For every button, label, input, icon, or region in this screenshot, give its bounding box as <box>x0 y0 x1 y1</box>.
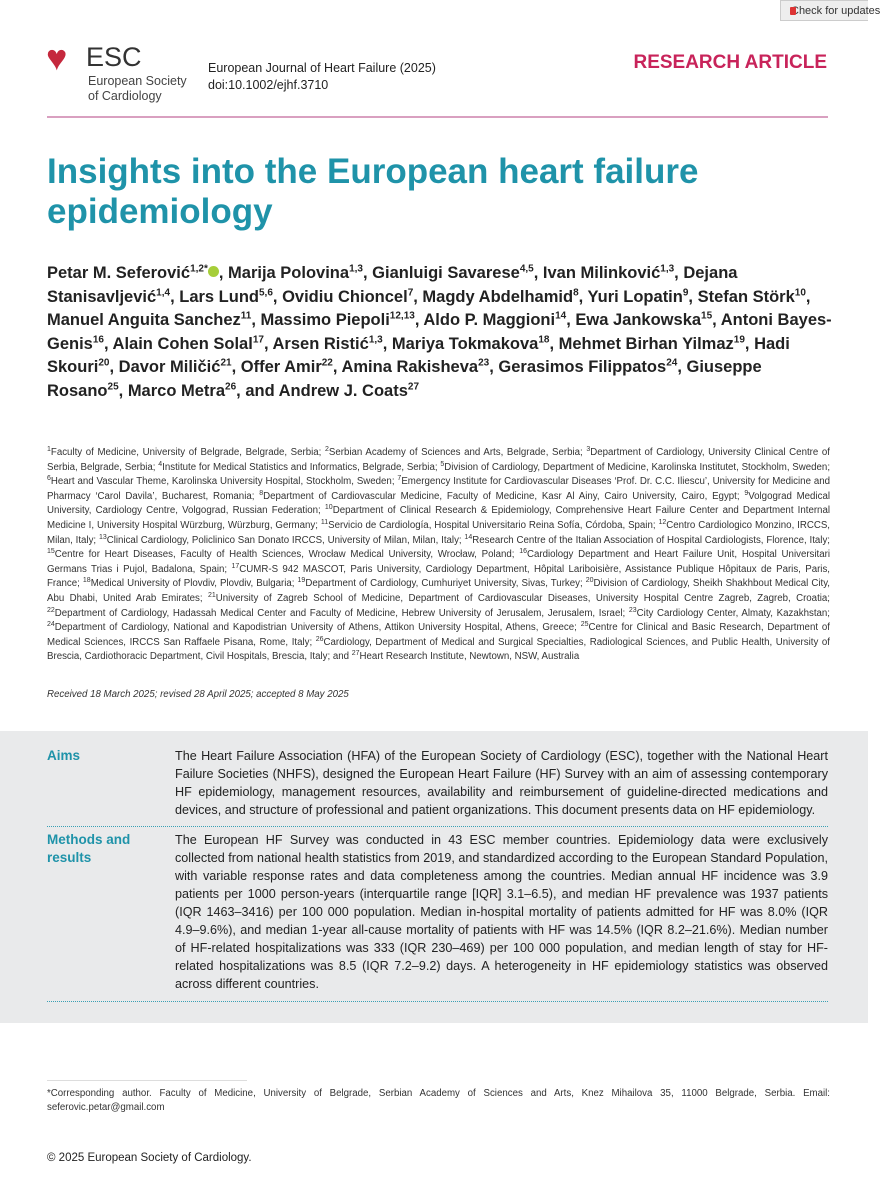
author-affiliation-sup: 8 <box>573 287 579 298</box>
affiliation-number: 19 <box>297 577 306 585</box>
affiliation-number: 9 <box>744 489 749 497</box>
affiliation: Clinical Cardiology, Policlinico San Donato IRCCS, University of Milan, Milan, Italy; <box>106 534 465 546</box>
affiliation-number: 8 <box>259 489 264 497</box>
author-affiliation-sup: 1,3 <box>660 263 675 275</box>
author-affiliation-sup: 16 <box>92 334 104 345</box>
author[interactable]: Alain Cohen Solal <box>112 334 253 353</box>
affiliation: Centre for Heart Diseases, Faculty of Health Sciences, Wrocław Medical University, Wrocław, Poland; <box>54 549 520 561</box>
author-affiliation-sup: 12,13 <box>389 310 415 322</box>
heart-logo-icon: ♥ <box>46 37 68 78</box>
affiliation-number: 17 <box>231 562 240 570</box>
affiliation: Institute for Medical Statistics and Informatics, Belgrade, Serbia; <box>162 461 441 473</box>
affiliation: Faculty of Medicine, University of Belgrade, Belgrade, Serbia; <box>50 447 326 458</box>
affiliation: Cardiology, Department of Medical and Surgical Specialties, Radiological Sciences, and Public Health, University of Brescia, Cardiothoracic Department, Civil Hospitals, Brescia, Italy; and <box>47 636 830 663</box>
aims-label: Aims <box>47 748 81 763</box>
affiliation-number: 10 <box>324 504 333 512</box>
logo-line2: of Cardiology <box>88 89 162 103</box>
affiliation-number: 7 <box>397 474 402 482</box>
aims-text: The Heart Failure Association (HFA) of the European Society of Cardiology (ESC), together with the National Heart Failure Societies (NHFS), designed the European Heart Failure (HF) Survey with an aim of assessing contemporary HF epidemiology, management resources, availability and reimbursement of guideline-directed medications and devices, and structure of professional and patient organizations. This document presents data on HF epidemiology. <box>175 749 828 817</box>
author-affiliation-sup: 9 <box>682 287 689 298</box>
author[interactable]: Massimo Piepoli <box>260 311 390 329</box>
author-affiliation-sup: 23 <box>478 357 490 369</box>
affiliation: Department of Cardiology, Cumhuriyet University, Sivas, Turkey; <box>305 578 586 590</box>
author[interactable]: Marco Metra <box>127 381 226 400</box>
author[interactable]: Offer Amir <box>240 358 322 376</box>
affiliation-number: 23 <box>628 606 637 614</box>
author[interactable]: Davor Miličić <box>118 358 221 376</box>
affiliation-number: 27 <box>351 650 360 658</box>
author[interactable]: Yuri Lopatin <box>587 287 683 306</box>
affiliation-number: 21 <box>207 591 216 599</box>
author-affiliation-sup: 1,2* <box>190 263 208 275</box>
affiliation: Serbian Academy of Sciences and Arts, Belgrade, Serbia; <box>328 447 587 458</box>
author-affiliation-sup: 10 <box>794 287 806 298</box>
author[interactable]: Aldo P. Maggioni <box>423 311 556 329</box>
author-affiliation-sup: 27 <box>407 381 420 392</box>
author-affiliation-sup: 4,5 <box>519 263 534 275</box>
author[interactable]: Stefan Störk <box>697 287 795 306</box>
methods-text: The European HF Survey was conducted in 43 ESC member countries. Epidemiology data were exclusively collected from national health statistics from 2019, and standardized according to the European Standard Population, with variable response rates and data completeness among the countries. Median annual HF incidence was 3.9 patients per 1000 person-years (interquartile range [IQR] 3.1–6.5), and median HF prevalence was 1937 patients (IQR 1463–3416) per 100 000 population. Median in-hospital mortality of patients admitted for HF was 8.0% (IQR 4.9–9.6%), and median 1-year all-cause mortality of patients with HF was 14.5% (IQR 8.2–21.6%). Median number of HF-related hospitalizations was 333 (IQR 230–469) per 100 000 population, and median length of stay for HF-related hospitalizations was 8.5 (IQR 7.2–9.2) days. A heterogeneity in HF epidemiology statistics was observed across different countries. <box>175 833 828 991</box>
affiliation: City Cardiology Center, Almaty, Kazakhstan; <box>636 607 830 619</box>
author-affiliation-sup: 11 <box>240 310 252 322</box>
affiliation: Department of Cardiology, University Clinical Centre of Serbia, Belgrade, Serbia; <box>47 447 830 473</box>
affiliation-number: 14 <box>464 533 473 541</box>
author[interactable]: Hadi Skouri <box>47 334 790 376</box>
affiliation-number: 26 <box>315 635 324 643</box>
affiliation: Centro Cardiologico Monzino, IRCCS, Milan, Italy; <box>47 519 830 546</box>
author-affiliation-sup: 26 <box>225 381 237 392</box>
author-affiliation-sup: 1,4 <box>156 287 171 298</box>
affiliation-number: 5 <box>440 460 445 468</box>
section-divider <box>47 1001 828 1002</box>
author[interactable]: Giuseppe Rosano <box>47 358 762 400</box>
abstract-box <box>0 731 868 1023</box>
affiliation: Cardiology Department and Heart Failure Unit, Hospital Universitari Germans Trias i Pujol, Badalona, Spain; <box>47 549 831 575</box>
author-affiliation-sup: 17 <box>252 334 264 345</box>
author[interactable]: Ewa Jankowska <box>575 311 702 329</box>
affiliation-number: 24 <box>47 620 55 628</box>
affiliation-number: 11 <box>320 518 329 526</box>
copyright: © 2025 European Society of Cardiology. <box>47 1152 252 1164</box>
author[interactable]: Petar M. Seferović <box>47 264 191 282</box>
doi[interactable]: doi:10.1002/ejhf.3710 <box>208 78 329 92</box>
author[interactable]: Andrew J. Coats <box>278 381 408 400</box>
affiliation-number: 2 <box>325 445 329 453</box>
author[interactable]: Manuel Anguita Sanchez <box>47 311 241 329</box>
footnote-divider <box>47 1080 247 1081</box>
author[interactable]: Arsen Ristić <box>272 334 369 353</box>
affiliation-number: 18 <box>82 577 91 585</box>
author-affiliation-sup: 22 <box>321 357 333 369</box>
author-affiliation-sup: 1,3 <box>368 334 383 345</box>
journal-info <box>208 60 436 94</box>
author-affiliation-sup: 25 <box>107 381 119 392</box>
affiliation-number: 15 <box>47 547 55 555</box>
author-affiliation-sup: 5,6 <box>259 287 273 298</box>
author-affiliation-sup: 15 <box>701 310 713 322</box>
check-for-updates-button[interactable] <box>780 0 880 21</box>
affiliation: Department of Cardiovascular Medicine, Faculty of Medicine, Kasr Al Ainy, Cairo University, Cairo, Egypt; <box>263 490 745 502</box>
affiliation: Servicio de Cardiología, Hospital Universitario Reina Sofía, Córdoba, Spain; <box>328 519 659 531</box>
author-affiliation-sup: 19 <box>733 334 745 345</box>
affiliation-number: 20 <box>585 577 594 585</box>
author[interactable]: Lars Lund <box>179 287 259 306</box>
affiliation: Division of Cardiology, Sheikh Shakhbout Medical City, Abu Dhabi, United Arab Emirates; <box>47 578 831 604</box>
article-type: RESEARCH ARTICLE <box>633 52 827 73</box>
check-updates-label: Check for updates <box>791 4 880 17</box>
affiliation-number: 25 <box>580 620 589 628</box>
logo-abbr: ESC <box>86 42 142 72</box>
affiliation-number: 16 <box>519 547 528 555</box>
affiliation: Centre for Clinical and Basic Research, Department of Medical Sciences, IRCCS San Raffaele Pisana, Rome, Italy; <box>47 622 830 648</box>
author[interactable]: Marija Polovina <box>228 264 350 282</box>
author[interactable]: Antoni Bayes-Genis <box>47 311 832 353</box>
affiliations <box>47 446 830 665</box>
affiliation: Department of Cardiology, Hadassah Medical Center and Faculty of Medicine, Hebrew University of Jerusalem, Jerusalem, Israel; <box>54 607 629 619</box>
author-affiliation-sup: 18 <box>538 334 550 345</box>
author[interactable]: Gianluigi Savarese <box>372 264 520 282</box>
journal-name: European Journal of Heart Failure (2025) <box>208 61 436 75</box>
author-affiliation-sup: 20 <box>98 357 110 369</box>
author-affiliation-sup: 1,3 <box>349 263 363 275</box>
affiliation: Medical University of Plovdiv, Plovdiv, Bulgaria; <box>90 578 298 590</box>
author[interactable]: Ivan Milinković <box>542 264 661 282</box>
author-affiliation-sup: 21 <box>220 357 232 369</box>
affiliation: Division of Cardiology, Department of Medicine, Karolinska Institutet, Stockholm, Sweden; <box>444 461 831 473</box>
affiliation: Heart and Vascular Theme, Karolinska University Hospital, Stockholm, Sweden; <box>50 476 398 488</box>
affiliation-number: 1 <box>47 445 51 453</box>
affiliation: Department of Clinical Research & Epidemiology, Comprehensive Heart Failure Center and Department Internal Medicine I, University Hospital Würzburg, Würzburg, Germany; <box>47 505 830 531</box>
author-affiliation-sup: 14 <box>555 310 567 322</box>
header-divider <box>47 116 828 118</box>
logo-line1: European Society <box>88 74 187 88</box>
author[interactable]: Ovidiu Chioncel <box>282 287 408 306</box>
received-dates: Received 18 March 2025; revised 28 April 2025; accepted 8 May 2025 <box>47 689 349 700</box>
affiliation-number: 3 <box>586 445 591 453</box>
affiliation-number: 6 <box>47 474 51 482</box>
affiliation-number: 22 <box>47 606 55 614</box>
section-divider <box>47 826 828 827</box>
affiliation: Department of Cardiology, National and Kapodistrian University of Athens, Attikon University Hospital, Athens, Greece; <box>54 622 581 634</box>
affiliation: CUMR-S 942 MASCOT, Paris University, Cardiology Department, Hôpital Lariboisière, Assistance Publique Hôpitaux de Paris, Paris, France; <box>47 563 830 590</box>
author[interactable]: Mariya Tokmakova <box>391 334 539 353</box>
author[interactable]: Mehmet Birhan Yilmaz <box>558 334 734 353</box>
article-title: Insights into the European heart failure epidemiology <box>47 152 699 231</box>
affiliation: University of Zagreb School of Medicine, Department of Cardiovascular Diseases, University Hospital Centre Zagreb, Zagreb, Croatia; <box>215 592 830 604</box>
affiliation: Heart Research Institute, Newtown, NSW, Australia <box>359 651 580 663</box>
author-affiliation-sup: 24 <box>666 357 678 369</box>
affiliation-number: 13 <box>98 533 107 541</box>
affiliation-number: 4 <box>158 460 163 468</box>
author[interactable]: Amina Rakisheva <box>341 358 479 376</box>
author-affiliation-sup: 7 <box>407 287 414 298</box>
author[interactable]: Dejana Stanisavljević <box>47 264 738 306</box>
author-list: Petar M. Seferović$^{1,2*}$ , Marija Polovina$^{1,3}$, Gianluigi Savarese$^{4,5}$, Ivan Milinković$^{1,3}$, Dejana Stanisavljević$^{1,4}$, Lars Lund$^{5,6}$, Ovidiu Chioncel$^7$, Magdy Abdelhamid$^8$, Yuri Lopatin$^9$, Stefan Störk$^{10}$, Manuel Anguita Sanchez$^{11}$, Massimo Piepoli$^{12,13}$, Aldo P. Maggioni$^{14}$, Ewa Jankowska$^{15}$, Antoni Bayes-Genis$^{16}$, Alain Cohen Solal$^{17}$, Arsen Ristić$^{1,3}$, Mariya Tokmakova$^{18}$, Mehmet Birhan Yilmaz$^{19}$, Hadi Skouri$^{20}$, Davor Miličić$^{21}$, Offer Amir$^{22}$, Amina Rakisheva$^{23}$, Gerasimos Filippatos$^{24}$, Giuseppe Rosano$^{25}$, Marco Metra$^{26}$, and Andrew J. Coats$^{27}$ <box>47 263 832 400</box>
methods-label: Methods and results <box>47 832 131 865</box>
esc-logo <box>46 37 196 105</box>
author[interactable]: Gerasimos Filippatos <box>498 358 667 376</box>
corresponding-author: *Corresponding author. Faculty of Medicine, University of Belgrade, Serbian Academy of Sciences and Arts, Knez Mihailova 35, 11000 Belgrade, Serbia. Email: seferovic.petar@gmail.com <box>47 1088 830 1113</box>
affiliation: Research Centre of the Italian Association of Hospital Cardiologists, Florence, Italy; <box>472 534 830 546</box>
affiliation: Volgograd Medical University, Cardiology Centre, Volgograd, Russian Federation; <box>47 490 830 517</box>
affiliation: Emergency Institute for Cardiovascular Diseases ‘Prof. Dr. C.C. Iliescu’, University for Medicine and Pharmacy ‘Carol Davila’, Bucharest, Romania; <box>47 476 831 502</box>
author[interactable]: Magdy Abdelhamid <box>422 287 574 306</box>
affiliation-number: 12 <box>658 518 667 526</box>
orcid-icon[interactable] <box>208 266 219 277</box>
